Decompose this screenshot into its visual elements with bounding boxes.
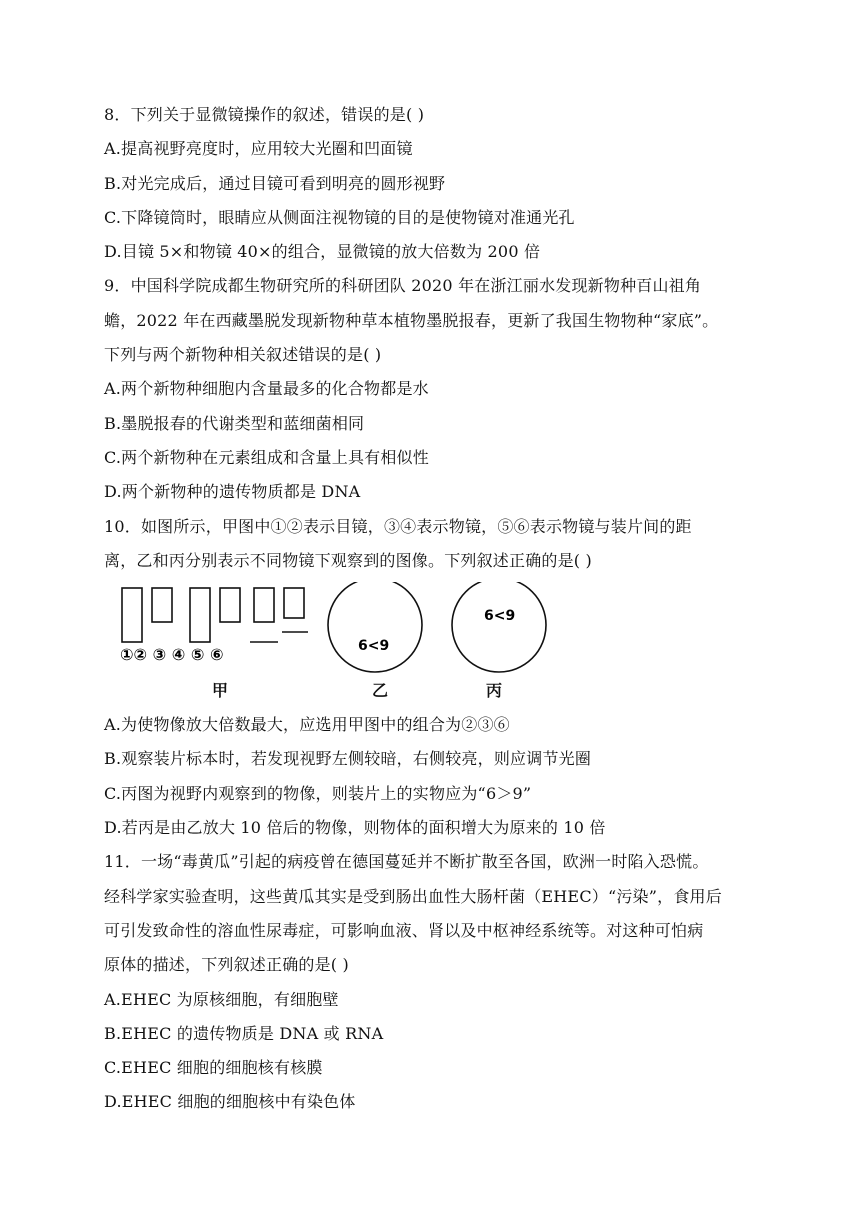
objective-3-shape <box>190 588 210 642</box>
question-11-stem-line-3: 可引发致命性的溶血性尿毒症，可影响血液、肾以及中枢神经系统等。对这种可怕病 <box>104 920 704 940</box>
objective-6-shape <box>284 588 304 618</box>
question-8-stem: 8．下列关于显微镜操作的叙述，错误的是( ) <box>104 105 425 124</box>
question-10 <box>104 510 764 846</box>
question-8-option-d: D.目镜 5×和物镜 40×的组合，显微镜的放大倍数为 200 倍 <box>104 242 541 262</box>
question-9-stem-line-1: 9．中国科学院成都生物研究所的科研团队 2020 年在浙江丽水发现新物种百山祖角 <box>104 276 702 296</box>
question-8-option-c: C.下降镜筒时，眼睛应从侧面注视物镜的目的是使物镜对准通光孔 <box>104 207 575 227</box>
question-10-option-a: A.为使物像放大倍数最大，应选用甲图中的组合为②③⑥ <box>104 715 510 735</box>
question-11-stem-line-2: 经科学家实验查明，这些黄瓜其实是受到肠出血性大肠杆菌（EHEC）“污染”，食用后 <box>104 886 722 906</box>
question-9-option-d: D.两个新物种的遗传物质都是 DNA <box>104 482 361 502</box>
question-11-option-b: B.EHEC 的遗传物质是 DNA 或 RNA <box>104 1023 384 1043</box>
circle-yi-label: 6<9 <box>358 638 390 655</box>
question-10-option-c: C.丙图为视野内观察到的物像，则装片上的实物应为“6＞9” <box>104 783 532 803</box>
question-11-stem-line-4: 原体的描述，下列叙述正确的是( ) <box>104 955 349 975</box>
question-9-stem-line-3: 下列与两个新物种相关叙述错误的是( ) <box>104 345 382 365</box>
eyepiece-1-shape <box>122 588 142 642</box>
question-11-option-d: D.EHEC 细胞的细胞核中有染色体 <box>104 1092 356 1112</box>
question-9-option-b: B.墨脱报春的代谢类型和蓝细菌相同 <box>104 413 365 433</box>
figure-numbers: ①② ③ ④ ⑤ ⑥ <box>120 645 224 665</box>
field-circle-yi <box>328 582 422 672</box>
objective-4-shape <box>220 588 240 622</box>
microscope-figure <box>104 582 764 708</box>
question-8 <box>104 98 764 269</box>
question-10-option-d: D.若丙是由乙放大 10 倍后的物像，则物体的面积增大为原来的 10 倍 <box>104 818 606 838</box>
question-10-option-b: B.观察装片标本时，若发现视野左侧较暗，右侧较亮，则应调节光圈 <box>104 749 592 769</box>
figure-label-bing: 丙 <box>486 681 503 701</box>
question-10-stem-line-1: 10．如图所示，甲图中①②表示目镜，③④表示物镜，⑤⑥表示物镜与装片间的距 <box>104 516 692 536</box>
question-9-stem-line-2: 蟾，2022 年在西藏墨脱发现新物种草本植物墨脱报春，更新了我国生物物种“家底”。 <box>104 310 719 330</box>
question-9-option-c: C.两个新物种在元素组成和含量上具有相似性 <box>104 447 429 467</box>
eyepiece-2-shape <box>152 588 172 622</box>
question-9 <box>104 269 764 509</box>
question-8-option-a: A.提高视野亮度时，应用较大光圈和凹面镜 <box>104 139 413 159</box>
question-11 <box>104 845 764 1119</box>
question-9-option-a: A.两个新物种细胞内含量最多的化合物都是水 <box>104 379 429 399</box>
question-10-stem-line-2: 离，乙和丙分别表示不同物镜下观察到的图像。下列叙述正确的是( ) <box>104 550 592 570</box>
question-8-option-b: B.对光完成后，通过目镜可看到明亮的圆形视野 <box>104 173 446 193</box>
circle-bing-label: 6<9 <box>484 608 516 625</box>
figure-label-jia: 甲 <box>212 681 229 701</box>
microscope-diagram <box>118 582 638 674</box>
exam-page <box>104 98 764 1120</box>
question-11-stem-line-1: 11．一场“毒黄瓜”引起的病疫曾在德国蔓延并不断扩散至各国，欧洲一时陷入恐慌。 <box>104 852 709 872</box>
objective-5-shape <box>254 588 274 622</box>
field-circle-bing <box>452 582 546 672</box>
figure-label-yi: 乙 <box>372 681 389 701</box>
question-11-option-c: C.EHEC 细胞的细胞核有核膜 <box>104 1058 323 1078</box>
question-11-option-a: A.EHEC 为原核细胞，有细胞壁 <box>104 989 339 1009</box>
